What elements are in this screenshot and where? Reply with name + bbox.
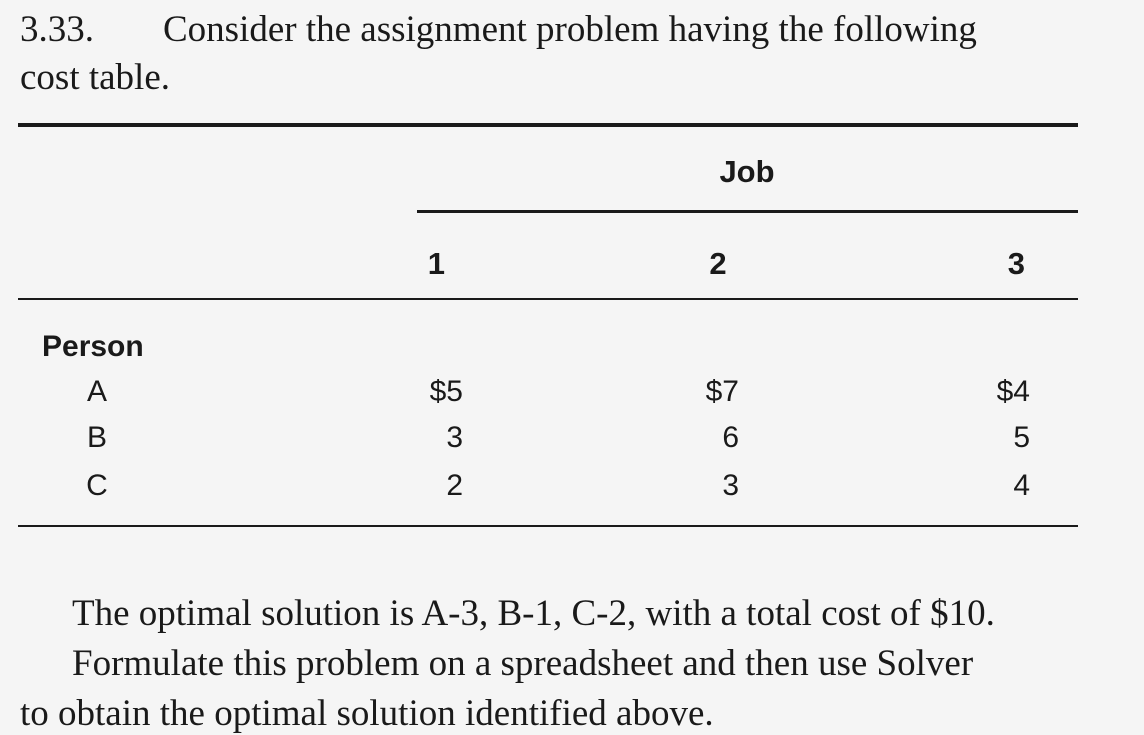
solution-statement: The optimal solution is A-3, B-1, C-2, with a total cost of $10. [72,593,995,634]
row-label-a: A [86,375,108,408]
cell-a-3: $4 [996,375,1030,408]
table-bottom-rule [18,525,1078,527]
cell-b-3: 5 [1013,421,1030,454]
problem-intro-line-1: Consider the assignment problem having the following [163,9,977,50]
column-header-3: 3 [1007,246,1025,281]
person-group-label: Person [42,330,144,363]
formulate-instruction-line-1: Formulate this problem on a spreadsheet and then use Solver [72,643,974,684]
formulate-instruction-line-2: to obtain the optimal solution identified above. [20,693,714,734]
table-top-rule [18,123,1078,127]
cell-a-1: $5 [429,375,463,408]
problem-number: 3.33. [20,9,94,50]
column-header-2: 2 [709,246,727,281]
cell-c-3: 4 [1013,469,1030,502]
cell-a-2: $7 [705,375,739,408]
row-label-b: B [86,421,108,454]
cell-c-2: 3 [722,469,739,502]
row-label-c: C [86,469,108,502]
cell-b-2: 6 [722,421,739,454]
job-header-rule [417,210,1078,213]
cell-b-1: 3 [446,421,463,454]
header-bottom-rule [18,298,1078,300]
problem-intro-line-2: cost table. [20,57,171,98]
column-header-1: 1 [427,246,445,281]
job-group-header: Job [719,154,775,189]
cell-c-1: 2 [446,469,463,502]
